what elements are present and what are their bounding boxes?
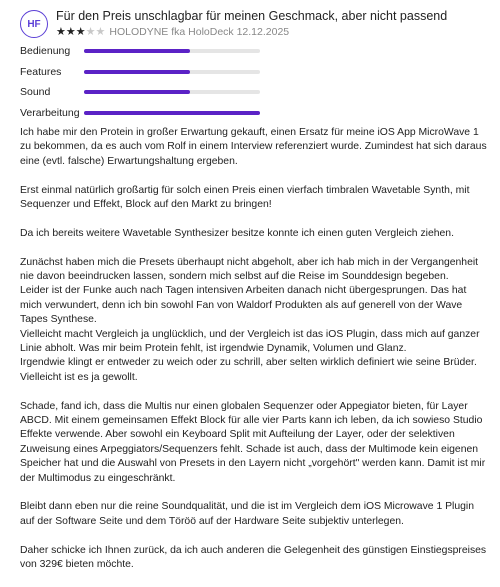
rating-label: Features [20,65,62,78]
rating-fill [84,49,190,53]
star-rating [56,27,105,38]
rating-label: Sound [20,86,51,98]
rating-row-features [20,63,280,84]
review-author-date: HOLODYNE fka HoloDeck 12.12.2025 [109,26,290,38]
review-paragraph: Schade, fand ich, dass die Multis nur einen globalen Sequenzer oder Appegiator bieten, für Layer ABCD. Mit einem gemeinsamen Effekt Block für alle vier Parts kann ich leben, da ich sowieso Studio Effekte verwende. Aber sowohl ein Keyboard Split mit Aufteilung der Layer, oder der selektiven Zuweisung eines Arpeggiators/Sequenzers fehlt. Schade ist auch, dass der Multimode kein eigenen Speicher hat und die Auswahl von Presets in den Layern nicht „vorgehört" werden kann. Damit ist mir der Multimodus zu eingeschränkt. [20,400,486,484]
review-paragraph: Bleibt dann eben nur die reine Soundqualität, und die ist im Vergleich dem iOS Microwave 1 Plugin auf der Software Seite und dem Töröö auf der Hardware Seite subjektiv unterlegen. [20,501,474,527]
rating-fill [84,111,260,115]
star-icon: ★ [75,25,86,38]
rating-row-verarbeitung [20,104,280,125]
star-icon: ★ [95,25,106,38]
rating-label: Verarbeitung [20,106,80,119]
review-meta [56,26,289,38]
review-title: Für den Preis unschlagbar für meinen Geschmack, aber nicht passend [56,9,448,23]
review-paragraph: Daher schicke ich Ihnen zurück, da ich auch anderen die Gelegenheit des günstigen Einstiegspreises von 329€ bieten möchte. [20,544,487,571]
review-paragraph: Erst einmal natürlich großartig für solch einen Preis einen vierfach timbralen Wavetable Synth, mit Sequenzer und Effekt, Block auf den Markt zu bringen! [20,184,470,211]
star-icon: ★ [65,25,76,38]
avatar: HF [20,10,48,38]
rating-row-sound [20,83,280,104]
rating-bars [20,42,280,124]
rating-track [84,111,260,115]
rating-fill [84,70,190,74]
rating-fill [84,90,190,94]
rating-track [84,70,260,74]
review-body [20,126,490,587]
rating-label: Bedienung [20,45,71,57]
rating-track [84,49,260,53]
rating-row-bedienung [20,42,280,63]
rating-track [84,90,260,94]
review-paragraph: Ich habe mir den Protein in großer Erwartung gekauft, einen Ersatz für meine iOS App MicroWave 1 zu bekommen, da es auch vom Rolf in einem Interview referenziert wurde. Zumindest hat sich daraus eine (evtl. falsche) Erwartungshaltung ergeben. [20,127,487,167]
star-icon: ★ [56,25,66,38]
review-paragraph: Zunächst haben mich die Presets überhaupt nicht abgeholt, aber ich hab mich in der Vergangenheit nie davon beeindrucken lassen, sondern mich selbst auf die Reise im Sounddesign begeben. Leider ist der Funke auch nach Tagen intensiven Arbeiten danach nicht übergesprungen. Das hat mich verwundert, denn ich bin sowohl Fan von Waldorf Produkten als auf generell von der Wave Tapes Synthese. Vielleicht macht Vergleich ja unglücklich, und der Vergleich ist das iOS Plugin, dass mich auf ganzer Linie abholt. Was mir beim Protein fehlt, ist irgendwie Dynamik, Volumen und Glanz. Irgendwie klingt er entweder zu weich oder zu schrill, aber selten wirklich definiert wie seine Brüder. Vielleicht ist es ja gewollt. [20,256,480,383]
review-paragraph: Da ich bereits weitere Wavetable Synthesizer besitze konnte ich einen guten Vergleich ziehen. [20,227,454,239]
star-icon: ★ [85,25,96,38]
